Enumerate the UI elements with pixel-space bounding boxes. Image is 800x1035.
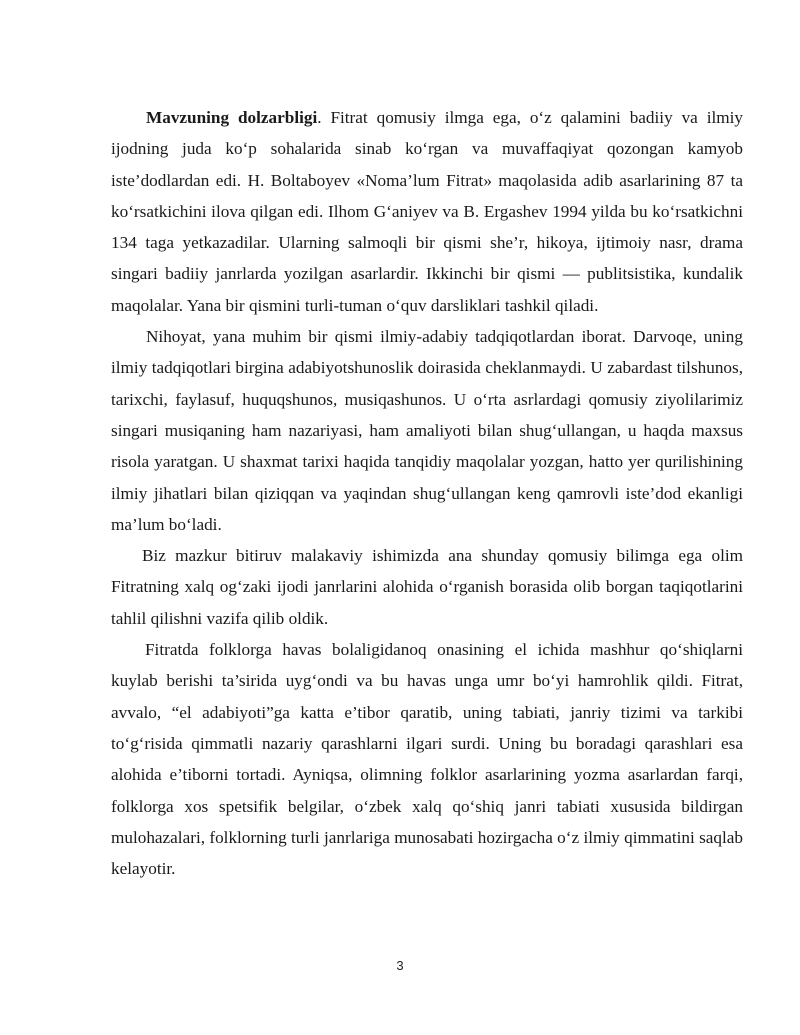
paragraph-research-scope	[111, 321, 743, 540]
paragraph-text: Fitratda folklorga havas bolaligidanoq onasining el ichida mashhur qo‘shiqlarni kuylab berishi ta’sirida uyg‘ondi va bu havas unga umr bo‘yi hamrohlik qildi. Fitrat, avvalo, “el adabiyoti”ga katta e’tibor qaratib, uning tabiati, janriy tizimi va tarkibi to‘g‘risida qimmatli nazariy qarashlarni ilgari surdi. Uning bu boradagi qarashlari esa alohida e’tiborni tortadi. Ayniqsa, olimning folklor asarlarining yozma asarlardan farqi, folklorga xos spetsifik belgilar, o‘zbek xalq qo‘shiq janri tabiati xususida bildirgan mulohazalari, folklorning turli janrlariga munosabati hozirgacha o‘z ilmiy qimmatini saqlab kelayotir.	[111, 640, 743, 879]
paragraph-text: Biz mazkur bitiruv malakaviy ishimizda ana shunday qomusiy bilimga ega olim Fitratning xalq og‘zaki ijodi janrlarini alohida o‘rganish borasida olib borgan taqiqotlarini tahlil qilishni vazifa qilib oldik.	[111, 546, 743, 628]
paragraph-folklore-interest	[111, 634, 743, 884]
paragraph-text: Nihoyat, yana muhim bir qismi ilmiy-adabiy tadqiqotlardan iborat. Darvoqe, uning ilmiy tadqiqotlari birgina adabiyotshunoslik doirasida cheklanmaydi. U zabardast tilshunos, tarixchi, faylasuf, huquqshunos, musiqashunos. U o‘rta asrlardagi qomusiy ziyolilarimiz singari musiqaning ham nazariyasi, ham amaliyoti bilan shug‘ullangan, u haqda maxsus risola yaratgan. U shaxmat tarixi haqida tanqidiy maqolalar yozgan, hatto yer qurilishining ilmiy jihatlari bilan qiziqqan va yaqindan shug‘ullangan keng qamrovli iste’dod ekanligi ma’lum bo‘ladi.	[111, 327, 743, 534]
paragraph-thesis-goal	[111, 540, 743, 634]
section-heading-inline: Mavzuning dolzarbligi	[146, 108, 318, 127]
page-number: 3	[396, 958, 404, 973]
document-body	[111, 102, 743, 884]
paragraph-text: . Fitrat qomusiy ilmga ega, o‘z qalamini badiiy va ilmiy ijodning juda ko‘p sohalarida sinab ko‘rgan va muvaffaqiyat qozongan kamyob iste’dodlardan edi. H. Boltaboyev «Noma’lum Fitrat» maqolasida adib asarlarining 87 ta ko‘rsatkichini ilova qilgan edi. Ilhom G‘aniyev va B. Ergashev 1994 yilda bu ko‘rsatkichni 134 taga yetkazadilar. Ularning salmoqli bir qismi she’r, hikoya, ijtimoiy nasr, drama singari badiiy janrlarda yozilgan asarlardir. Ikkinchi bir qismi — publitsistika, kundalik maqolalar. Yana bir qismini turli-tuman o‘quv darsliklari tashkil qiladi.	[111, 108, 743, 315]
paragraph-relevance	[111, 102, 743, 321]
